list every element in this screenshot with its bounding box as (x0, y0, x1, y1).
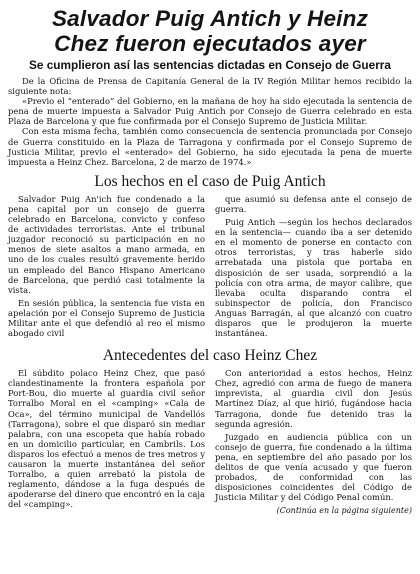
section-puig-antich-columns (8, 194, 412, 341)
section-title-puig-antich: Los hechos en el caso de Puig Antich (94, 172, 326, 190)
intro-block (8, 76, 412, 167)
column-left (8, 194, 205, 341)
paragraph: Salvador Puig An'ich fue condenado a la pena capital por un consejo de guerra celebrado en Barcelona, convicto y confeso de actividades terroristas. Ante el tribunal juzgador reconoció su participación en no menos de siete asaltos a mano armada, en uno de los cuales resultó gravemente herido un empleado del Banco Hispano Americano de Barcelona, que perdió casi totalmente la vista. (8, 193, 205, 295)
continues-note: (Continúa en la página siguiente) (276, 506, 412, 516)
subheadline: Se cumplieron así las sentencias dictadas en Consejo de Guerra (29, 58, 391, 72)
intro-paragraph: De la Oficina de Prensa de Capitanía General de la IV Región Militar hemos recibido la siguiente nota: (8, 76, 412, 97)
headline-line-1: Salvador Puig Antich y Heinz (51, 6, 369, 31)
paragraph: Con anterioridad a estos hechos, Heinz Chez, agredió con arma de fuego de manera imprevista, al guardia civil don Jesús Martínez Díaz, al que hirió, fugándose hacia Tarragona, donde fue detenido tras la segunda agresión. (215, 368, 412, 429)
section-heinz-chez-columns (8, 368, 412, 516)
column-right (215, 368, 412, 516)
intro-paragraph: «Previo el “enterado” del Gobierno, en la mañana de hoy ha sido ejecutada la sentencia de pena de muerte impuesta a Salvador Puig Antich por Consejo de Guerra celebrado en esta Plaza de Barcelona y que fue confirmada por el Consejo Supremo de Justicia Militar. (8, 96, 412, 127)
column-right (215, 194, 412, 341)
intro-paragraph: Con esta misma fecha, también como consecuencia de sentencia pronunciada por Consejo de Guerra constituido en la Plaza de Tarragona y confirmada por el Consejo Supremo de Justicia Militar, previo el «enterado» del Gobierno, ha sido ejecutada la pena de muerte impuesta a Heinz Chez. Barcelona, 2 de marzo de 1974.» (8, 126, 412, 167)
paragraph: El súbdito polaco Heinz Chez, que pasó clandestinamente la frontera española por Port-Bou, dio muerte al guardia civil señor Torralbo Moral en el «camping» «Cala de Oca», del término municipal de Vandellós (Tarragona), sobre el que disparó sin mediar palabra, con una escopeta que había robado en un domicilio particular, en Cambrils. Los disparos los efectuó a menos de tres metros y causaron la muerte instantánea del señor Torralbo, a quien arrebató la pistola de reglamento, dándose a la fuga después de apoderarse del dinero que encontró en la caja del «camping». (8, 368, 205, 510)
headline-line-2: Chez fueron ejecutados ayer (54, 31, 366, 56)
headline (8, 6, 412, 56)
column-left (8, 368, 205, 516)
paragraph: que asumió su defensa ante el consejo de guerra. (215, 193, 412, 214)
paragraph: Juzgado en audiencia pública con un consejo de guerra, fue condenado a la última pena, en septiembre del año pasado por los delitos de que venía acusado y que fueron probados, de conformidad con las disposiciones coincidentes del Código de Justicia Militar y del Código Penal común. (215, 431, 412, 503)
paragraph: En sesión pública, la sentencia fue vista en apelación por el Consejo Supremo de Justicia Militar ante el que defendió al reo el mismo abogado civil (8, 297, 205, 339)
paragraph: Puig Antich —según los hechos declarados en la sentencia— cuando iba a ser detenido en el momento de ponerse en contacto con otros terroristas, y tras haberle sido arrebatada una pistola que portaba en disposición de ser usada, sorprendió a la policía con otra arma, de mayor calibre, que llevaba oculta disparando contra el subinspector de policía, don Francisco Anguas Barragán, al que alcanzó con cuatro disparos que le produjeron la muerte instantánea. (215, 217, 412, 339)
section-title-heinz-chez: Antecedentes del caso Heinz Chez (102, 347, 318, 365)
